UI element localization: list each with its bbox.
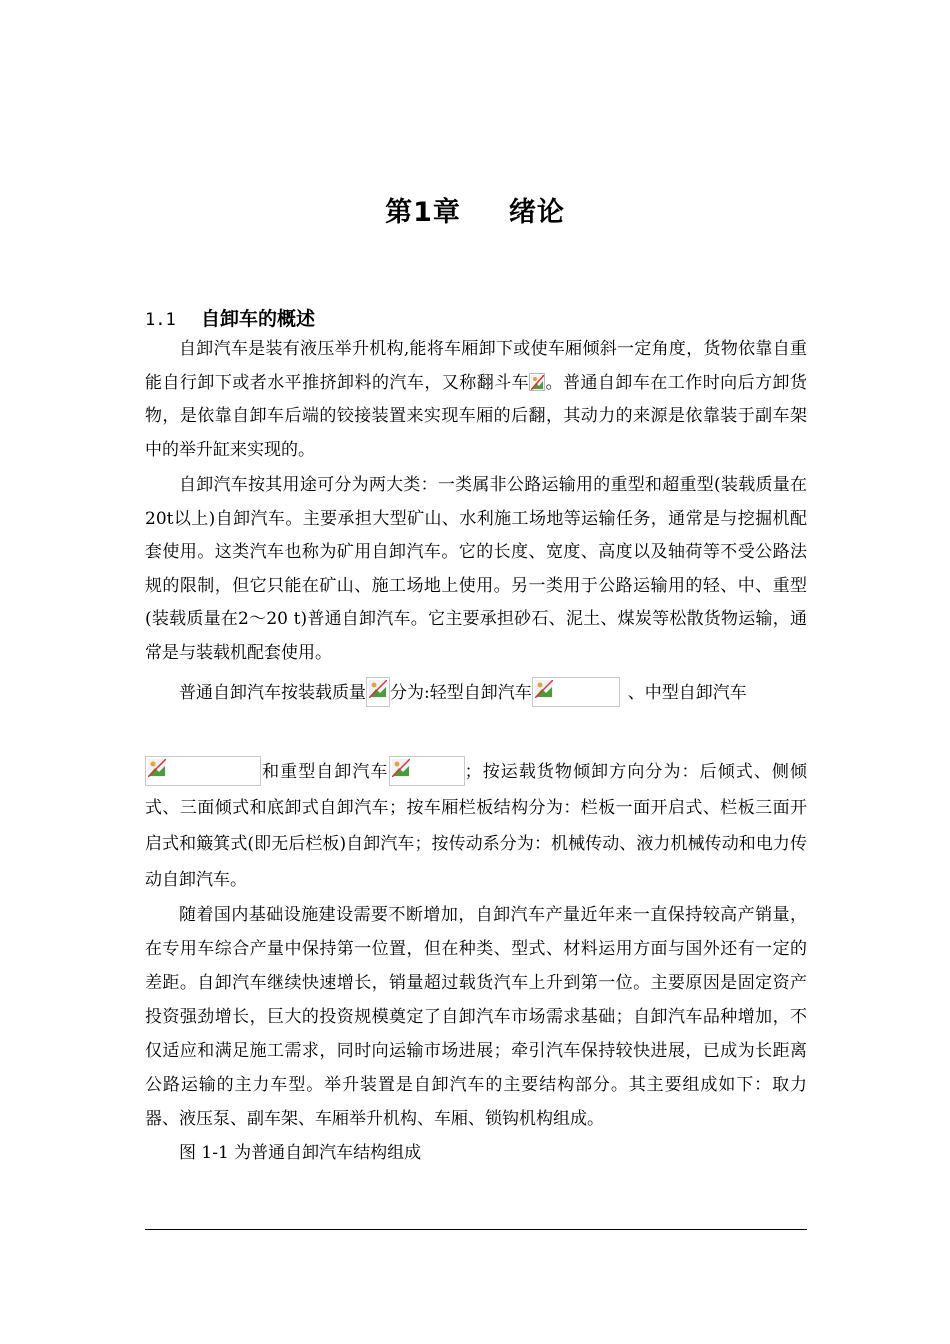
paragraph-3-text-d: 和重型自卸汽车 [261, 762, 389, 782]
paragraph-3-text-e: ；按运载货物倾卸方向分为：后倾式、侧倾式、三面倾式和底卸式自卸汽车；按车厢栏板结构分为：栏板一面开启式、栏板三面开启式和簸箕式(即无后栏板)自卸汽车；按传动系分为：机械传动、液力机械传动和电力传动自卸汽车。 [145, 762, 808, 890]
image-placeholder-3 [145, 756, 261, 786]
paragraph-4: 随着国内基础设施建设需要不断增加，自卸汽车产量近年来一直保持较高产销量，在专用车综合产量中保持第一位置，但在种类、型式、材料运用方面与国外还有一定的差距。自卸汽车继续快速增长，销量超过载货汽车上升到第一位。主要原因是固定资产投资强劲增长，巨大的投资规模奠定了自卸汽车市场需求基础；自卸汽车品种增加，不仅适应和满足施工需求，同时向运输市场进展；牵引汽车保持较快进展，已成为长距离公路运输的主力车型。举升装置是自卸汽车的主要结构部分。其主要组成如下：取力器、液压泵、副车架、车厢举升机构、车厢、锁钩机构组成。 [145, 905, 807, 1129]
paragraph-3 [145, 675, 807, 898]
body-text-block-2 [145, 675, 807, 1170]
section-title: 自卸车的概述 [201, 308, 316, 330]
paragraph-1 [145, 333, 807, 467]
paragraph-5: 图 1-1 为普通自卸汽车结构组成 [179, 1143, 422, 1163]
body-text-block-1 [145, 333, 807, 670]
image-placeholder-1 [366, 677, 390, 707]
paragraph-3-text-a: 普通自卸汽车按装载质量 [179, 683, 366, 703]
paragraph-1-text-b: 。普通自卸车在工作时向后方卸货物，是依靠自卸车后端的铰接装置来实现车厢的后翻，其动力的来源是依靠装于副车架中的举升缸来实现的。 [145, 372, 808, 460]
image-placeholder-4 [389, 756, 465, 786]
paragraph-2: 自卸汽车按其用途可分为两大类：一类属非公路运输用的重型和超重型(装载质量在20t以上)自卸汽车。主要承担大型矿山、水利施工场地等运输任务，通常是与挖掘机配套使用。这类汽车也称为矿用自卸汽车。它的长度、宽度、高度以及轴荷等不受公路法规的限制，但它只能在矿山、施工场地上使用。另一类用于公路运输用的轻、中、重型(装载质量在2～20 t)普通自卸汽车。它主要承担砂石、泥土、煤炭等松散货物运输，通常是与装载机配套使用。 [145, 475, 807, 663]
footer-divider [145, 1229, 807, 1230]
image-placeholder-2 [532, 677, 620, 707]
chapter-title [0, 190, 950, 229]
broken-image-icon [529, 373, 545, 391]
paragraph-3-text-b: 分为:轻型自卸汽车 [390, 683, 532, 703]
chapter-name: 绪论 [508, 197, 565, 228]
paragraph-1-text-a: 自卸汽车是装有液压举升机构,能将车厢卸下或使车厢倾斜一定角度，货物依靠自重能自行卸下或者水平推挤卸料的汽车，又称翻斗车 [145, 339, 807, 393]
paragraph-3-text-c: 、中型自卸汽车 [627, 683, 747, 703]
section-heading [145, 304, 315, 331]
chapter-number: 第1章 [385, 197, 461, 228]
section-number: 1.1 [145, 310, 176, 330]
